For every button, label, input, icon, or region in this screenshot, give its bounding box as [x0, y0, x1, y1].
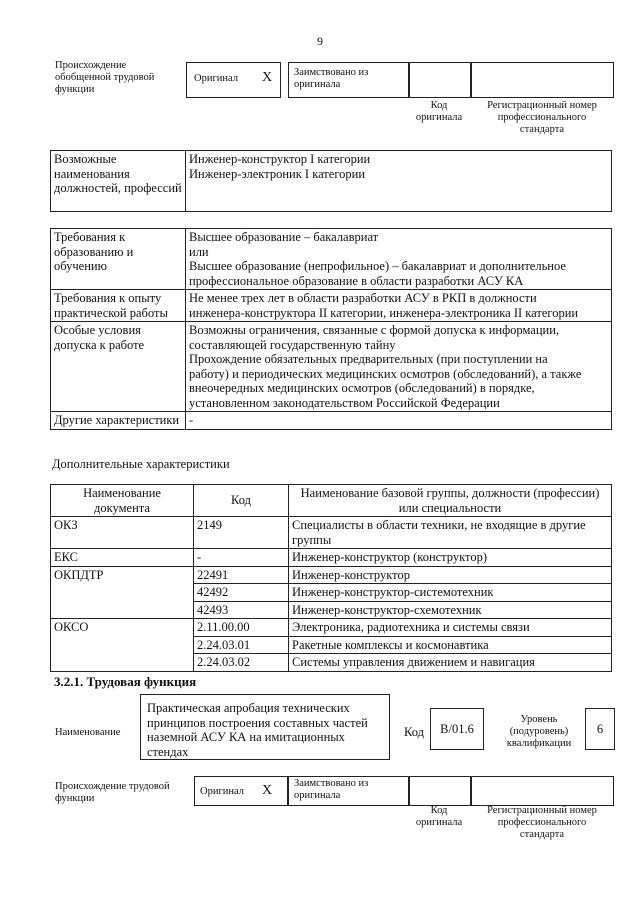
requirement-line: установленном законодательством Российской Федерации	[189, 395, 500, 410]
origin-code-caption: Код оригинала	[415, 805, 463, 828]
position-item: Инженер-электроник I категории	[189, 166, 366, 181]
table-row	[51, 619, 612, 637]
requirement-row	[51, 322, 612, 412]
origin-original-label: Оригинал	[194, 73, 238, 84]
positions-table	[50, 150, 612, 212]
code-cell: 2149	[194, 517, 289, 549]
requirement-line: Высшее образование – бакалавриат	[189, 230, 379, 244]
function-heading: 3.2.1. Трудовая функция	[54, 674, 197, 689]
requirement-row	[51, 290, 612, 322]
origin-label: Происхождение трудовой функции	[55, 781, 170, 804]
function-name-box	[140, 694, 390, 760]
function-name-label: Наименование	[55, 727, 121, 738]
origin-mark: X	[262, 70, 273, 85]
function-code-value: B/01.6	[430, 708, 484, 750]
page-number: 9	[317, 34, 323, 48]
doc-cell: ОКЗ	[51, 517, 194, 549]
code-cell: -	[194, 549, 289, 567]
requirement-row	[51, 412, 612, 430]
code-cell: 2.11.00.00	[194, 619, 289, 637]
positions-values	[186, 151, 612, 212]
requirement-line: Высшее образование (непрофильное) – бакалавриат и дополнительное	[189, 259, 566, 273]
positions-label: Возможные наименования должностей, профессий	[51, 151, 186, 212]
doc-cell: ОКПДТР	[51, 566, 194, 619]
code-cell: 42492	[194, 584, 289, 602]
requirement-value	[186, 322, 612, 412]
name-cell: Электроника, радиотехника и системы связи	[289, 619, 612, 637]
name-cell: Инженер-конструктор	[289, 566, 612, 584]
code-cell: 42493	[194, 601, 289, 619]
requirement-value	[186, 412, 612, 430]
column-header: Код	[194, 485, 289, 517]
requirement-label: Требования к образованию и обучению	[51, 229, 186, 290]
code-cell: 2.24.03.01	[194, 636, 289, 654]
requirement-row	[51, 229, 612, 290]
requirement-label: Особые условия допуска к работе	[51, 322, 186, 412]
doc-cell: ЕКС	[51, 549, 194, 567]
origin-code-cell	[408, 62, 472, 98]
function-name-line: стендах	[147, 744, 189, 759]
function-name-line: наземной АСУ КА на имитационных	[147, 730, 345, 744]
name-cell: Системы управления движением и навигация	[289, 654, 612, 672]
table-row	[51, 566, 612, 584]
origin-reg-cell	[470, 776, 614, 806]
requirement-line: внеочередных медицинских осмотров (обследований) в порядке,	[189, 381, 535, 395]
origin-label: Происхождение обобщенной трудовой функции	[55, 60, 155, 95]
additional-heading: Дополнительные характеристики	[52, 457, 230, 471]
name-cell: Специалисты в области техники, не входящие в другие группы	[289, 517, 612, 549]
name-cell: Инженер-конструктор-схемотехник	[289, 601, 612, 619]
origin-reg-caption: Регистрационный номер профессионального стандарта	[487, 100, 597, 135]
function-level-value: 6	[585, 708, 615, 750]
column-header: Наименование документа	[51, 485, 194, 517]
requirement-line: составляющей государственную тайну	[189, 337, 396, 352]
origin-code-caption: Код оригинала	[415, 100, 463, 123]
function-code-label: Код	[404, 725, 424, 739]
requirement-line: Возможны ограничения, связанные с формой допуска к информации,	[189, 323, 560, 337]
origin-code-cell	[408, 776, 472, 806]
name-cell: Инженер-конструктор-системотехник	[289, 584, 612, 602]
table-row	[51, 549, 612, 567]
position-item: Инженер-конструктор I категории	[189, 152, 371, 166]
doc-cell: ОКСО	[51, 619, 194, 672]
requirement-line: профессиональное образование в области разработки АСУ КА	[189, 273, 524, 288]
requirement-line: Прохождение обязательных предварительных (при поступлении на	[189, 352, 548, 366]
additional-table	[50, 484, 612, 672]
requirement-line: или	[189, 244, 209, 259]
requirement-label: Другие характеристики	[51, 412, 186, 430]
origin-reg-cell	[470, 62, 614, 98]
requirement-line: Не менее трех лет в области разработки АСУ в РКП в должности	[189, 291, 537, 305]
requirement-label: Требования к опыту практической работы	[51, 290, 186, 322]
origin-reg-caption: Регистрационный номер профессионального стандарта	[487, 805, 597, 840]
requirements-table	[50, 228, 612, 430]
table-row	[51, 517, 612, 549]
code-cell: 22491	[194, 566, 289, 584]
origin-borrowed-label: Заимствовано из оригинала	[294, 778, 369, 801]
origin-borrowed-label: Заимствовано из оригинала	[294, 67, 369, 90]
function-name-line: принципов построения составных частей	[147, 715, 368, 730]
requirement-value	[186, 290, 612, 322]
function-name-line: Практическая апробация технических	[147, 701, 350, 715]
code-cell: 2.24.03.02	[194, 654, 289, 672]
requirement-line: работу) и периодических медицинских осмотров (обследований), а также	[189, 366, 582, 381]
name-cell: Инженер-конструктор (конструктор)	[289, 549, 612, 567]
origin-mark: X	[262, 783, 273, 798]
table-header-row	[51, 485, 612, 517]
requirement-value	[186, 229, 612, 290]
requirement-line: инженера-конструктора II категории, инженера-электроника II категории	[189, 305, 579, 320]
origin-original-label: Оригинал	[200, 786, 244, 797]
requirement-line: -	[189, 413, 194, 427]
column-header: Наименование базовой группы, должности (профессии) или специальности	[289, 485, 612, 517]
name-cell: Ракетные комплексы и космонавтика	[289, 636, 612, 654]
function-level-label: Уровень (подуровень) квалификации	[506, 714, 572, 749]
